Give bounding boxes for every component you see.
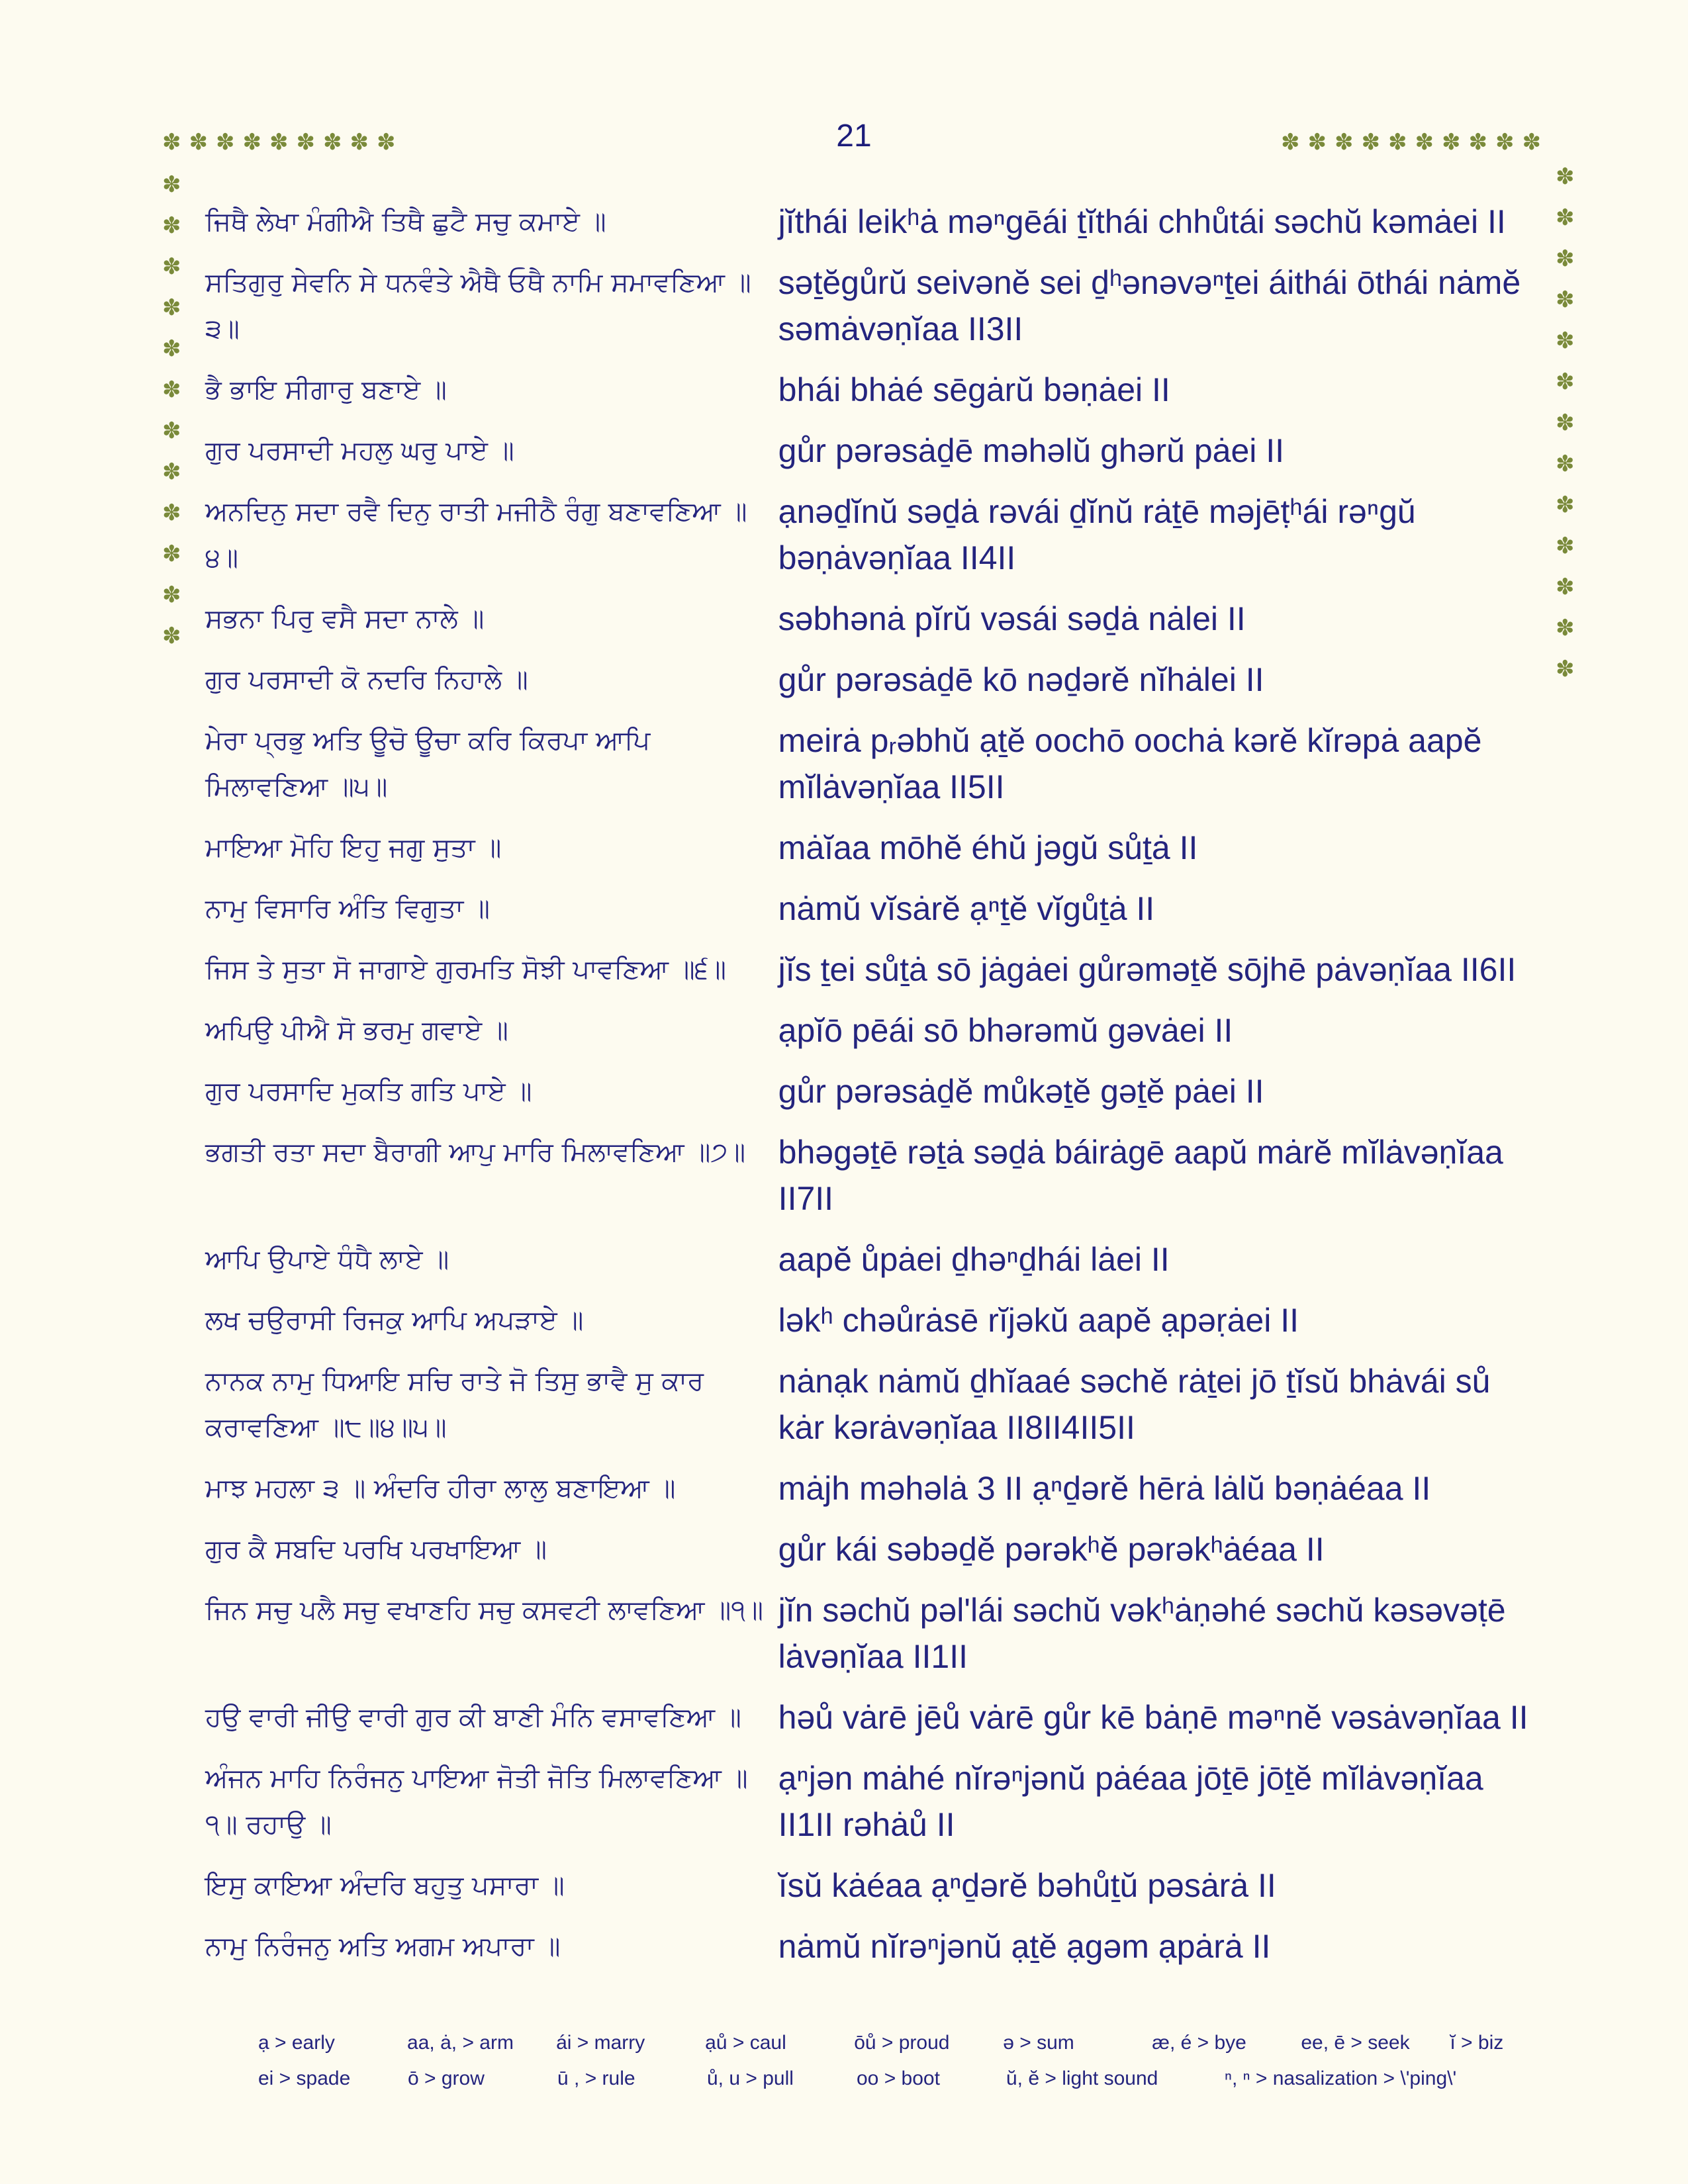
flower-icon: ✽ (162, 377, 181, 402)
flower-icon: ✽ (162, 295, 181, 320)
ornament-right (1556, 165, 1575, 680)
ornament-top-left (162, 131, 396, 154)
gurmukhi-line: ਮੇਰਾ ਪ੍ਰਭੁ ਅਤਿ ਊਚੋ ਊਚਾ ਕਰਿ ਕਿਰਪਾ ਆਪਿ ਮਿਲਾਵਣਿਆ ॥੫॥ (205, 725, 651, 802)
flower-icon: ✽ (1556, 615, 1575, 641)
legend-item: ee, ē > seek (1301, 2032, 1410, 2054)
verse-row (205, 259, 1529, 352)
flower-icon: ✽ (242, 130, 261, 155)
transliteration-line: gůr pərəsȧḏĕ můkəṯĕ gəṯĕ pȧei II (778, 1073, 1264, 1110)
gurmukhi-line: ਮਾਝ ਮਹਲਾ ੩ ॥ ਅੰਦਰਿ ਹੀਰਾ ਲਾਲੁ ਬਣਾਇਆ ॥ (205, 1473, 676, 1504)
gurmukhi-line: ਨਾਨਕ ਨਾਮੁ ਧਿਆਇ ਸਚਿ ਰਾਤੇ ਜੋ ਤਿਸੁ ਭਾਵੈ ਸੁ ਕਾਰ ਕਰਾਵਣਿਆ ॥੮॥੪॥੫॥ (205, 1366, 704, 1443)
legend-item: ŭ, ĕ > light sound (1006, 2068, 1158, 2089)
gurmukhi-line: ਗੁਰ ਕੈ ਸਬਦਿ ਪਰਖਿ ਪਰਖਾਇਆ ॥ (205, 1534, 547, 1565)
gurmukhi-line: ਗੁਰ ਪਰਸਾਦੀ ਕੋ ਨਦਰਿ ਨਿਹਾਲੇ ॥ (205, 664, 528, 695)
verse-row (205, 1465, 1529, 1512)
transliteration-line: ləkʰ chəůrȧsē rĭjəkŭ aapĕ ạpəṛȧei II (778, 1302, 1299, 1339)
legend-item: ū , > rule (557, 2068, 635, 2089)
verse-row (205, 596, 1529, 642)
verse-row (205, 1526, 1529, 1572)
flower-icon: ✽ (1495, 130, 1515, 155)
transliteration-line: aapĕ ůpȧei ḏhəⁿḏhái lȧei II (778, 1241, 1170, 1278)
gurmukhi-line: ਨਾਮੁ ਵਿਸਾਰਿ ਅੰਤਿ ਵਿਗੁਤਾ ॥ (205, 893, 490, 924)
gurmukhi-line: ਗੁਰ ਪਰਸਾਦਿ ਮੁਕਤਿ ਗਤਿ ਪਾਏ ॥ (205, 1076, 532, 1107)
transliteration-line: nȧnạk nȧmŭ ḏhĭaaé səchĕ rȧṯei jō ṯĭsŭ bhȧvái sů kȧr kərȧvəṇĭaa II8II4II5II (778, 1363, 1491, 1446)
legend-row (258, 2032, 1516, 2054)
flower-icon: ✽ (162, 623, 181, 649)
gurmukhi-line: ਹਉ ਵਾਰੀ ਜੀਉ ਵਾਰੀ ਗੁਰ ਕੀ ਬਾਣੀ ਮੰਨਿ ਵਸਾਵਣਿਆ ॥ (205, 1702, 741, 1733)
verse-row (205, 1923, 1529, 1970)
gurmukhi-line: ਨਾਮੁ ਨਿਰੰਜਨੁ ਅਤਿ ਅਗਮ ਅਪਾਰਾ ॥ (205, 1931, 561, 1962)
flower-icon: ✽ (1388, 130, 1407, 155)
legend-item: ạů > caul (705, 2032, 786, 2054)
transliteration-line: jĭthái leikʰȧ məⁿgēái ṯĭthái chhůtái səchŭ kəmȧei II (778, 203, 1506, 240)
transliteration-line: bhəgəṯē rəṯȧ səḏȧ báirȧgē aapŭ mȧrĕ mĭlȧvəṇĭaa II7II (778, 1134, 1503, 1217)
legend-row (258, 2068, 1516, 2090)
verse-row (205, 1587, 1529, 1680)
verse-row (205, 946, 1529, 993)
flower-icon: ✽ (216, 130, 235, 155)
flower-icon: ✽ (269, 130, 289, 155)
verse-row (205, 1007, 1529, 1054)
verse-row (205, 1755, 1529, 1848)
gurmukhi-line: ਜਿਨ ਸਚੁ ਪਲੈ ਸਚੁ ਵਖਾਣਹਿ ਸਚੁ ਕਸਵਟੀ ਲਾਵਣਿਆ ॥੧॥ (205, 1595, 763, 1625)
flower-icon: ✽ (162, 130, 181, 155)
verse-row (205, 1129, 1529, 1222)
legend-item: ĭ > biz (1450, 2032, 1504, 2054)
flower-icon: ✽ (162, 418, 181, 443)
flower-icon: ✽ (1335, 130, 1354, 155)
legend-item: ə > sum (1003, 2032, 1074, 2054)
flower-icon: ✽ (296, 130, 315, 155)
verse-row (205, 1694, 1529, 1741)
flower-icon: ✽ (1468, 130, 1487, 155)
verse-row (205, 1358, 1529, 1451)
gurmukhi-line: ਅਪਿਉ ਪੀਐ ਸੋ ਭਰਮੁ ਗਵਾਏ ॥ (205, 1015, 508, 1046)
transliteration-line: mȧjh məhəlȧ 3 II ạⁿḏərĕ hērȧ lȧlŭ bəṇȧéaa II (778, 1470, 1431, 1507)
verse-row (205, 367, 1529, 413)
page-number: 21 (836, 118, 872, 154)
flower-icon: ✽ (162, 172, 181, 197)
transliteration-line: gůr pərəsȧḏē məhəlŭ ghərŭ pȧei II (778, 432, 1285, 469)
verse-row (205, 1862, 1529, 1909)
legend-item: ạ > early (258, 2032, 335, 2054)
flower-icon: ✽ (1556, 492, 1575, 518)
flower-icon: ✽ (1556, 451, 1575, 477)
gurmukhi-line: ਭਗਤੀ ਰਤਾ ਸਦਾ ਬੈਰਾਗੀ ਆਪੁ ਮਾਰਿ ਮਿਲਾਵਣਿਆ ॥੭॥ (205, 1137, 746, 1167)
transliteration-line: bhái bhȧé sēgȧrŭ bəṇȧei II (778, 371, 1170, 408)
transliteration-line: gůr pərəsȧḏē kō nəḏərĕ nĭhȧlei II (778, 661, 1264, 698)
flower-icon: ✽ (1415, 130, 1434, 155)
verse-row (205, 488, 1529, 581)
legend-item: ei > spade (258, 2068, 351, 2089)
gurmukhi-line: ਜਿਥੈ ਲੇਖਾ ਮੰਗੀਐ ਤਿਥੈ ਛੁਟੈ ਸਚੁ ਕਮਾਏ ॥ (205, 206, 606, 237)
transliteration-line: jĭs ṯei sůṯȧ sō jȧgȧei gůrəməṯĕ sōjhē pȧvəṇĭaa II6II (778, 951, 1517, 988)
flower-icon: ✽ (162, 500, 181, 525)
flower-icon: ✽ (1361, 130, 1380, 155)
flower-icon: ✽ (162, 336, 181, 361)
flower-icon: ✽ (1556, 369, 1575, 394)
flower-icon: ✽ (1556, 574, 1575, 600)
gurmukhi-line: ਅੰਜਨ ਮਾਹਿ ਨਿਰੰਜਨੁ ਪਾਇਆ ਜੋਤੀ ਜੋਤਿ ਮਿਲਾਵਣਿਆ ॥੧॥ ਰਹਾਉ ॥ (205, 1763, 748, 1840)
legend-item: ōů > proud (854, 2032, 950, 2054)
verse-row (205, 199, 1529, 245)
legend-item: ō > grow (408, 2068, 485, 2089)
flower-icon: ✽ (1556, 328, 1575, 353)
legend-item: ái > marry (556, 2032, 645, 2054)
flower-icon: ✽ (189, 130, 208, 155)
flower-icon: ✽ (1556, 164, 1575, 189)
verse-row (205, 657, 1529, 703)
gurmukhi-line: ਗੁਰ ਪਰਸਾਦੀ ਮਹਲੁ ਘਰੁ ਪਾਏ ॥ (205, 435, 514, 466)
flower-icon: ✽ (1556, 205, 1575, 230)
transliteration-line: həů vȧrē jēů vȧrē gůr kē bȧṇē məⁿnĕ vəsȧvəṇĭaa II (778, 1699, 1528, 1736)
flower-icon: ✽ (1281, 130, 1300, 155)
transliteration-line: ạpĭō pēái sō bhərəmŭ gəvȧei II (778, 1012, 1233, 1049)
gurmukhi-line: ਲਖ ਚਉਰਾਸੀ ਰਿਜਕੁ ਆਪਿ ਅਪੜਾਏ ॥ (205, 1305, 584, 1336)
flower-icon: ✽ (323, 130, 342, 155)
legend-item: æ, é > bye (1152, 2032, 1246, 2054)
transliteration-line: mȧĭaa mōhĕ éhŭ jəgŭ sůṯȧ II (778, 829, 1198, 866)
transliteration-line: gůr kái səbəḏĕ pərəkʰĕ pərəkʰȧéaa II (778, 1531, 1325, 1568)
transliteration-line: səṯĕgůrŭ seivənĕ sei ḏʰənəvəⁿṯei áithái ōthái nȧmĕ səmȧvəṇĭaa II3II (778, 264, 1521, 347)
flower-icon: ✽ (162, 582, 181, 608)
gurmukhi-line: ਜਿਸ ਤੇ ਸੁਤਾ ਸੋ ਜਾਗਾਏ ਗੁਰਮਤਿ ਸੋਝੀ ਪਾਵਣਿਆ ॥੬॥ (205, 954, 726, 985)
transliteration-line: nȧmŭ vĭsȧrĕ ạⁿṯĕ vĭgůṯȧ II (778, 890, 1155, 927)
flower-icon: ✽ (377, 130, 396, 155)
gurmukhi-line: ਮਾਇਆ ਮੋਹਿ ਇਹੁ ਜਗੁ ਸੁਤਾ ॥ (205, 833, 502, 863)
transliteration-line: ạⁿjən mȧhé nĭrəⁿjənŭ pȧéaa jōṯē jōṯĕ mĭlȧvəṇĭaa II1II rəhȧů II (778, 1760, 1483, 1843)
transliteration-line: nȧmŭ nĭrəⁿjənŭ ạṯĕ ạgəm ạpȧrȧ II (778, 1928, 1271, 1965)
verse-row (205, 428, 1529, 474)
flower-icon: ✽ (1556, 533, 1575, 559)
flower-icon: ✽ (162, 254, 181, 279)
verse-row (205, 886, 1529, 932)
flower-icon: ✽ (1522, 130, 1541, 155)
gurmukhi-line: ਭੈ ਭਾਇ ਸੀਗਾਰੁ ਬਣਾਏ ॥ (205, 375, 447, 405)
pronunciation-legend (258, 2032, 1516, 2103)
verse-row (205, 825, 1529, 871)
gurmukhi-line: ਸਤਿਗੁਰੁ ਸੇਵਨਿ ਸੇ ਧਨਵੰਤੇ ਐਥੈ ਓਥੈ ਨਾਮਿ ਸਮਾਵਣਿਆ ॥੩॥ (205, 267, 751, 344)
flower-icon: ✽ (1556, 246, 1575, 271)
transliteration-line: səbhənȧ pĭrŭ vəsái səḏȧ nȧlei II (778, 600, 1246, 637)
legend-item: ⁿ, ⁿ > nasalization > \'ping\' (1225, 2068, 1457, 2089)
flower-icon: ✽ (350, 130, 369, 155)
gurmukhi-line: ਇਸੁ ਕਾਇਆ ਅੰਦਰਿ ਬਹੁਤੁ ਪਸਾਰਾ ॥ (205, 1870, 565, 1901)
legend-item: oo > boot (857, 2068, 940, 2089)
flower-icon: ✽ (1556, 657, 1575, 682)
flower-icon: ✽ (1442, 130, 1461, 155)
ornament-left (162, 173, 181, 647)
gurmukhi-line: ਅਨਦਿਨੁ ਸਦਾ ਰਵੈ ਦਿਨੁ ਰਾਤੀ ਮਜੀਠੈ ਰੰਗੁ ਬਣਾਵਣਿਆ ॥੪॥ (205, 496, 747, 573)
verse-row (205, 717, 1529, 810)
transliteration-line: meirȧ pᵣəbhŭ ạṯĕ oochō oochȧ kərĕ kĭrəpȧ aapĕ mĭlȧvəṇĭaa II5II (778, 722, 1482, 805)
ornament-top-right (1281, 131, 1541, 154)
flower-icon: ✽ (1307, 130, 1327, 155)
transliteration-line: ĭsŭ kȧéaa ạⁿḏərĕ bəhůṯŭ pəsȧrȧ II (778, 1867, 1276, 1904)
flower-icon: ✽ (162, 459, 181, 484)
transliteration-line: ạnəḏĭnŭ səḏȧ rəvái ḏĭnŭ rȧṯē məjēṭʰái rəⁿgŭ bəṇȧvəṇĭaa II4II (778, 493, 1416, 576)
gurmukhi-line: ਸਭਨਾ ਪਿਰੁ ਵਸੈ ਸਦਾ ਨਾਲੇ ॥ (205, 604, 485, 634)
transliteration-line: jĭn səchŭ pəl'lái səchŭ vəkʰȧṇəhé səchŭ kəsəvəṭē lȧvəṇĭaa II1II (778, 1592, 1506, 1675)
verse-row (205, 1236, 1529, 1283)
verse-list (205, 199, 1529, 1984)
legend-item: ů, u > pull (707, 2068, 794, 2089)
verse-row (205, 1297, 1529, 1343)
flower-icon: ✽ (1556, 410, 1575, 435)
flower-icon: ✽ (162, 213, 181, 238)
legend-item: aa, ȧ, > arm (407, 2032, 514, 2054)
flower-icon: ✽ (1556, 287, 1575, 312)
flower-icon: ✽ (162, 541, 181, 567)
gurmukhi-line: ਆਪਿ ਉਪਾਏ ਧੰਧੈ ਲਾਏ ॥ (205, 1244, 449, 1275)
verse-row (205, 1068, 1529, 1115)
